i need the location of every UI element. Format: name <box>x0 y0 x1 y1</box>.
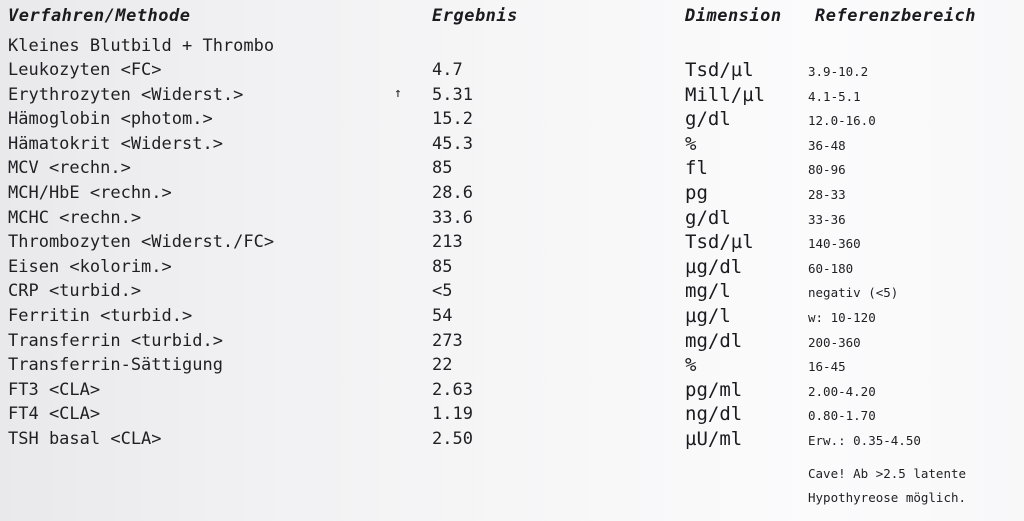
row-method: Transferrin-Sättigung <box>8 355 223 376</box>
row-method: TSH basal <CLA> <box>8 428 162 449</box>
row-unit: % <box>685 132 697 155</box>
row-method: Transferrin <turbid.> <box>8 330 223 351</box>
row-unit: Tsd/µl <box>685 231 754 254</box>
table-row <box>0 208 1024 233</box>
row-result: 5.31 <box>432 84 473 105</box>
row-method: MCV <rechn.> <box>8 158 131 179</box>
row-result: 273 <box>432 330 463 351</box>
row-result: 2.63 <box>432 379 473 400</box>
row-reference: 0.80-1.70 <box>808 408 876 424</box>
row-reference: w: 10-120 <box>808 309 876 325</box>
row-reference: 12.0-16.0 <box>808 113 876 129</box>
table-row <box>0 306 1024 331</box>
row-reference: 33-36 <box>808 211 846 227</box>
row-unit: % <box>685 354 697 377</box>
row-reference: 60-180 <box>808 260 854 276</box>
row-result: 54 <box>432 305 453 326</box>
row-result: 85 <box>432 256 453 277</box>
row-unit: g/dl <box>685 206 731 229</box>
row-unit: g/dl <box>685 108 731 131</box>
table-row <box>0 134 1024 159</box>
row-result: 1.19 <box>432 404 473 425</box>
row-unit: mg/l <box>685 280 731 303</box>
section-title: Kleines Blutbild + Thrombo <box>8 36 275 56</box>
row-result: 45.3 <box>432 133 473 154</box>
row-unit: µg/l <box>685 304 731 327</box>
table-row <box>0 85 1024 110</box>
row-reference: negativ (<5) <box>808 285 899 301</box>
table-row <box>0 380 1024 405</box>
row-reference: Erw.: 0.35-4.50 <box>808 432 921 448</box>
table-row <box>0 429 1024 454</box>
table-row <box>0 232 1024 257</box>
row-reference: 140-360 <box>808 236 861 252</box>
tsh-note-line-2: Hypothyreose möglich. <box>808 490 967 505</box>
row-method: MCH/HbE <rechn.> <box>8 182 172 203</box>
header-result: Ergebnis <box>432 6 518 26</box>
row-method: MCHC <rechn.> <box>8 207 142 228</box>
row-reference: 200-360 <box>808 334 861 350</box>
row-method: Hämatokrit <Widerst.> <box>8 133 223 154</box>
row-method: Ferritin <turbid.> <box>8 305 193 326</box>
row-method: Thrombozyten <Widerst./FC> <box>8 232 275 253</box>
row-method: FT3 <CLA> <box>8 379 101 400</box>
row-method: CRP <turbid.> <box>8 281 142 302</box>
row-reference: 4.1-5.1 <box>808 88 861 104</box>
table-row <box>0 109 1024 134</box>
table-row <box>0 281 1024 306</box>
table-row <box>0 355 1024 380</box>
row-result: 85 <box>432 158 453 179</box>
row-method: Leukozyten <FC> <box>8 60 162 80</box>
table-row <box>0 404 1024 429</box>
row-result: 213 <box>432 232 463 253</box>
row-unit: fl <box>685 157 708 180</box>
row-method: FT4 <CLA> <box>8 404 101 425</box>
row-reference: 80-96 <box>808 162 846 178</box>
row-unit: pg <box>685 181 708 204</box>
row-method: Erythrozyten <Widerst.> <box>8 84 244 105</box>
row-unit: Mill/µl <box>685 83 766 106</box>
row-result: 4.7 <box>432 60 463 80</box>
row-method: Eisen <kolorim.> <box>8 256 172 277</box>
row-result: 33.6 <box>432 207 473 228</box>
tsh-note-line-1: Cave! Ab >2.5 latente <box>808 466 967 481</box>
results-table <box>0 60 1024 454</box>
row-unit: Tsd/µl <box>685 59 754 81</box>
table-row <box>0 60 1024 85</box>
table-row <box>0 183 1024 208</box>
row-result: 28.6 <box>432 182 473 203</box>
row-flag-icon: ↑ <box>394 85 402 101</box>
row-result: 2.50 <box>432 428 473 449</box>
row-reference: 16-45 <box>808 359 846 375</box>
row-unit: mg/dl <box>685 329 743 352</box>
row-reference: 28-33 <box>808 186 846 202</box>
table-row <box>0 331 1024 356</box>
header-dimension: Dimension <box>685 6 782 26</box>
table-row <box>0 158 1024 183</box>
row-result: <5 <box>432 281 453 302</box>
header-reference: Referenzbereich <box>815 6 977 26</box>
row-reference: 36-48 <box>808 137 846 153</box>
row-unit: µg/dl <box>685 255 743 278</box>
row-unit: ng/dl <box>685 403 743 426</box>
row-result: 15.2 <box>432 109 473 130</box>
row-unit: µU/ml <box>685 427 743 450</box>
header-method: Verfahren/Methode <box>8 6 191 26</box>
table-row <box>0 257 1024 282</box>
row-unit: pg/ml <box>685 378 743 401</box>
row-reference: 3.9-10.2 <box>808 64 869 79</box>
row-method: Hämoglobin <photom.> <box>8 109 213 130</box>
row-result: 22 <box>432 355 453 376</box>
row-reference: 2.00-4.20 <box>808 383 876 399</box>
